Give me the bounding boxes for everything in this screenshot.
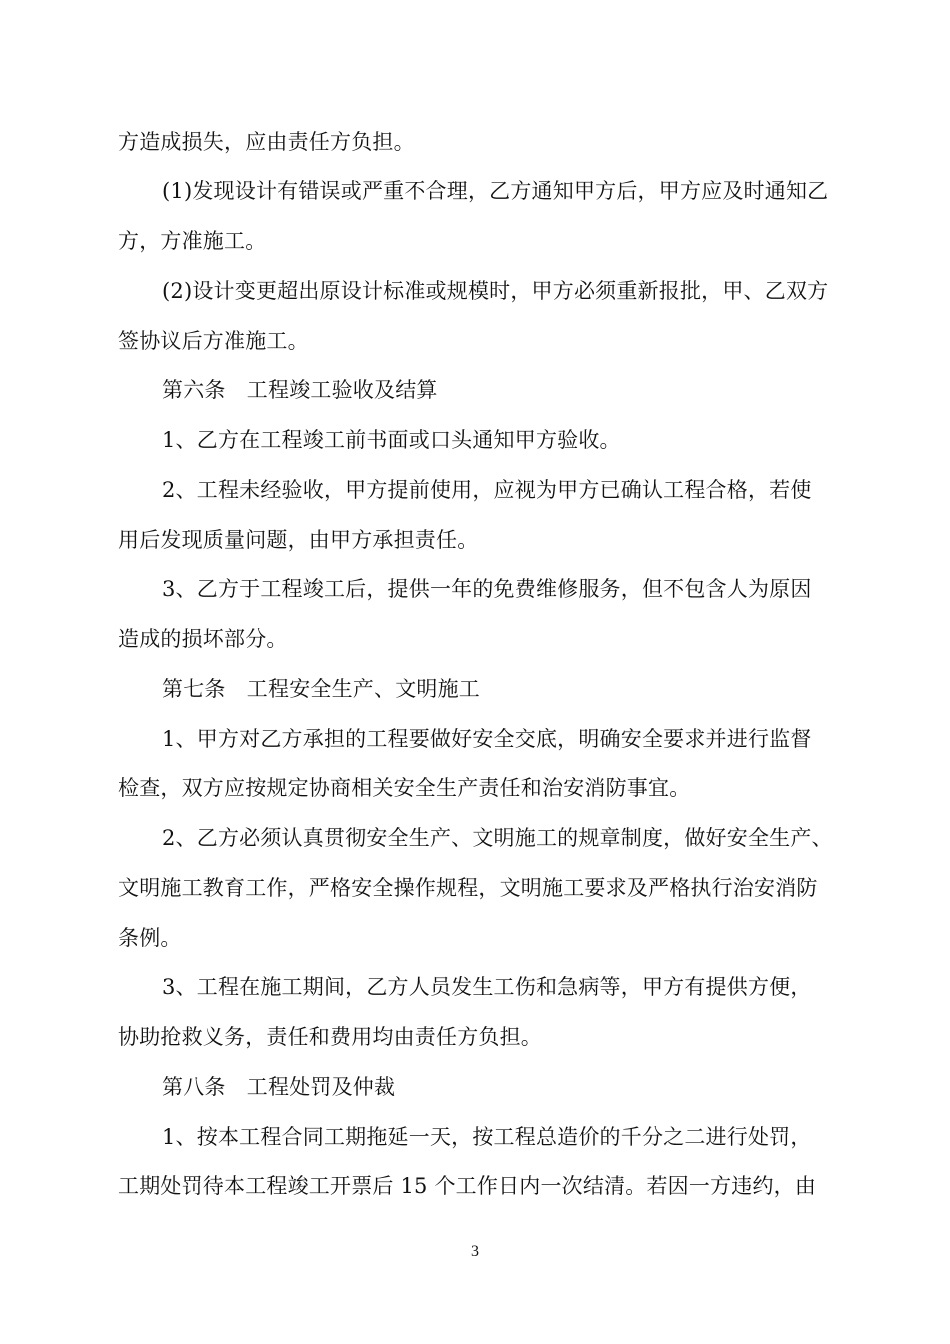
text-line: 2、工程未经验收，甲方提前使用，应视为甲方已确认工程合格，若使 <box>162 478 812 502</box>
text-line: 工期处罚待本工程竣工开票后 15 个工作日内一次结清。若因一方违约，由 <box>118 1174 817 1198</box>
text-line: 2、乙方必须认真贯彻安全生产、文明施工的规章制度，做好安全生产、 <box>162 826 833 850</box>
text-line: 1、乙方在工程竣工前书面或口头通知甲方验收。 <box>162 428 621 452</box>
text-line: 文明施工教育工作，严格安全操作规程，文明施工要求及严格执行治安消防 <box>118 876 818 900</box>
section-heading: 第八条 工程处罚及仲裁 <box>162 1075 396 1099</box>
page-number: 3 <box>471 1243 479 1260</box>
text-line: 1、按本工程合同工期拖延一天，按工程总造价的千分之二进行处罚， <box>162 1125 812 1149</box>
text-line: 协助抢救义务，责任和费用均由责任方负担。 <box>118 1025 542 1049</box>
text-line: 方造成损失，应由责任方负担。 <box>118 130 415 154</box>
text-line: 3、工程在施工期间，乙方人员发生工伤和急病等，甲方有提供方便， <box>162 975 812 999</box>
section-heading: 第七条 工程安全生产、文明施工 <box>162 677 480 701</box>
text-line: 方，方准施工。 <box>118 229 267 253</box>
text-line: 1、甲方对乙方承担的工程要做好安全交底，明确安全要求并进行监督 <box>162 727 812 751</box>
text-line: (1)发现设计有错误或严重不合理，乙方通知甲方后，甲方应及时通知乙 <box>162 179 829 203</box>
text-line: 3、乙方于工程竣工后，提供一年的免费维修服务，但不包含人为原因 <box>162 577 812 601</box>
text-line: (2)设计变更超出原设计标准或规模时，甲方必须重新报批，甲、乙双方 <box>162 279 829 303</box>
text-line: 检查，双方应按规定协商相关安全生产责任和治安消防事宜。 <box>118 776 691 800</box>
text-line: 签协议后方准施工。 <box>118 329 309 353</box>
text-line: 造成的损坏部分。 <box>118 627 288 651</box>
section-heading: 第六条 工程竣工验收及结算 <box>162 378 438 402</box>
text-line: 条例。 <box>118 926 182 950</box>
text-line: 用后发现质量问题，由甲方承担责任。 <box>118 528 479 552</box>
